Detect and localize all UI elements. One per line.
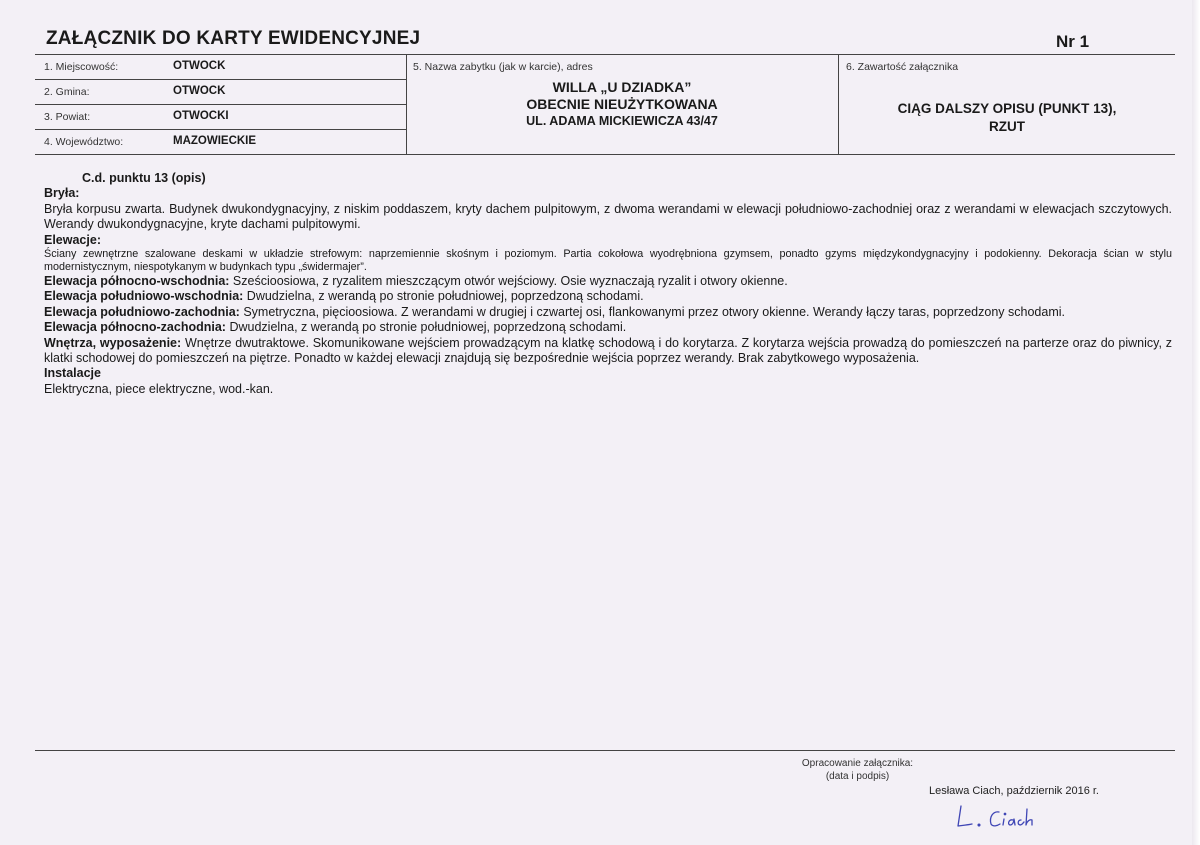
field-value: OTWOCKI — [173, 110, 229, 122]
field-value: OTWOCK — [173, 85, 226, 97]
elevation-nw-label: Elewacja północno-zachodnia: — [44, 320, 226, 335]
document-title: ZAŁĄCZNIK DO KARTY EWIDENCYJNEJ — [46, 28, 421, 49]
prepared-by-line: Opracowanie załącznika: — [801, 758, 914, 769]
elewacje-heading: Elewacje: — [44, 232, 101, 247]
elevation-nw-text: Dwudzielna, z werandą po stronie południowej, poprzedzoną schodami. — [225, 320, 627, 335]
elevation-sw-label: Elewacja południowo-zachodnia: — [44, 304, 240, 319]
field-label: 2. Gmina: — [44, 86, 90, 98]
elevation-ne-text: Sześcioosiowa, z ryzalitem mieszczącym otwór wejściowy. Osie wyznaczają ryzalit i otwory okienne. — [229, 274, 788, 289]
contents-value — [839, 100, 1175, 136]
field-value: OTWOCK — [173, 60, 226, 72]
elevation-se — [44, 289, 1172, 304]
contents-cell — [839, 55, 1175, 154]
monument-line: WILLA „U DZIADKA” — [552, 79, 692, 95]
contents-line: RZUT — [989, 119, 1025, 134]
elevation-sw — [44, 305, 1172, 320]
field-row-wojewodztwo — [35, 130, 406, 154]
elevation-ne — [44, 274, 1172, 289]
field-row-powiat — [35, 105, 406, 130]
field-label: 1. Miejscowość: — [44, 61, 119, 73]
elewacje-text: Ściany zewnętrzne szalowane deskami w układzie strefowym: naprzemiennie skośnym i poziomym. Partia cokołowa wyodrębniona gzymsem, ponadto gzyms międzykondygnacyjny i podokienny. Dekoracja ścian w stylu modernistycznym, niespotykanym w budynkach typu „świdermajer”. — [44, 248, 1172, 274]
interiors — [44, 336, 1172, 367]
field-label: 3. Powiat: — [44, 111, 91, 123]
monument-line: OBECNIE NIEUŻYTKOWANA — [526, 96, 718, 112]
prepared-by-label — [745, 757, 970, 783]
elevation-sw-text: Symetryczna, pięcioosiowa. Z werandami w drugiej i czwartej osi, flankowanymi przez otwory okienne. Werandy łączy taras, poprzedzony schodami. — [239, 304, 1065, 319]
instalacje-text: Elektryczna, piece elektryczne, wod.-kan. — [44, 381, 274, 396]
info-table — [35, 55, 1175, 155]
prepared-by-note: (data i podpis) — [825, 771, 890, 782]
handwritten-signature — [955, 800, 1045, 832]
monument-cell — [406, 55, 839, 154]
interiors-text: Wnętrze dwutraktowe. Skomunikowane wejściem prowadzącym na klatkę schodową i do korytarza. Z korytarza wejścia prowadzą do pomieszczeń na parterze oraz do piwnicy, z klatki schodowej do pomieszczeń na piętrze. Ponadto w każdej elewacji znajdują się bezpośrednie wejścia poprzez werandy. Brak zabytkowego wyposażenia. — [44, 335, 1172, 366]
elevation-se-label: Elewacja południowo-wschodnia: — [44, 289, 244, 304]
interiors-label: Wnętrza, wyposażenie: — [44, 335, 182, 350]
field-row-miejscowosc — [35, 55, 406, 80]
instalacje-heading: Instalacje — [44, 366, 101, 381]
monument-label: 5. Nazwa zabytku (jak w karcie), adres — [413, 61, 593, 73]
page-edge — [1192, 0, 1200, 845]
author-date: Lesława Ciach, październik 2016 r. — [929, 785, 1099, 797]
description-body — [44, 171, 1172, 397]
elevation-nw — [44, 320, 1172, 335]
field-label: 4. Województwo: — [44, 136, 124, 148]
monument-name — [406, 79, 838, 130]
section-subtitle: C.d. punktu 13 (opis) — [82, 171, 206, 185]
field-value: MAZOWIECKIE — [173, 135, 257, 147]
footer-divider — [35, 750, 1175, 751]
attachment-number: Nr 1 — [1056, 32, 1090, 51]
contents-label: 6. Zawartość załącznika — [846, 61, 959, 73]
bryla-heading: Bryła: — [44, 186, 80, 201]
field-row-gmina — [35, 80, 406, 105]
monument-address: UL. ADAMA MICKIEWICZA 43/47 — [526, 114, 718, 128]
elevation-se-text: Dwudzielna, z werandą po stronie południowej, poprzedzoną schodami. — [243, 289, 644, 304]
bryla-text: Bryła korpusu zwarta. Budynek dwukondygnacyjny, z niskim poddaszem, kryty dachem pulpitowym, z dwoma werandami w elewacji południowo-zachodniej oraz z werandami w elewacjach szczytowych. Werandy dwukondygnacyjne, kryte dachami pulpitowymi. — [44, 201, 1172, 232]
contents-line: CIĄG DALSZY OPISU (PUNKT 13), — [897, 101, 1117, 116]
location-fields — [35, 55, 407, 154]
elevation-ne-label: Elewacja północno-wschodnia: — [44, 274, 230, 289]
